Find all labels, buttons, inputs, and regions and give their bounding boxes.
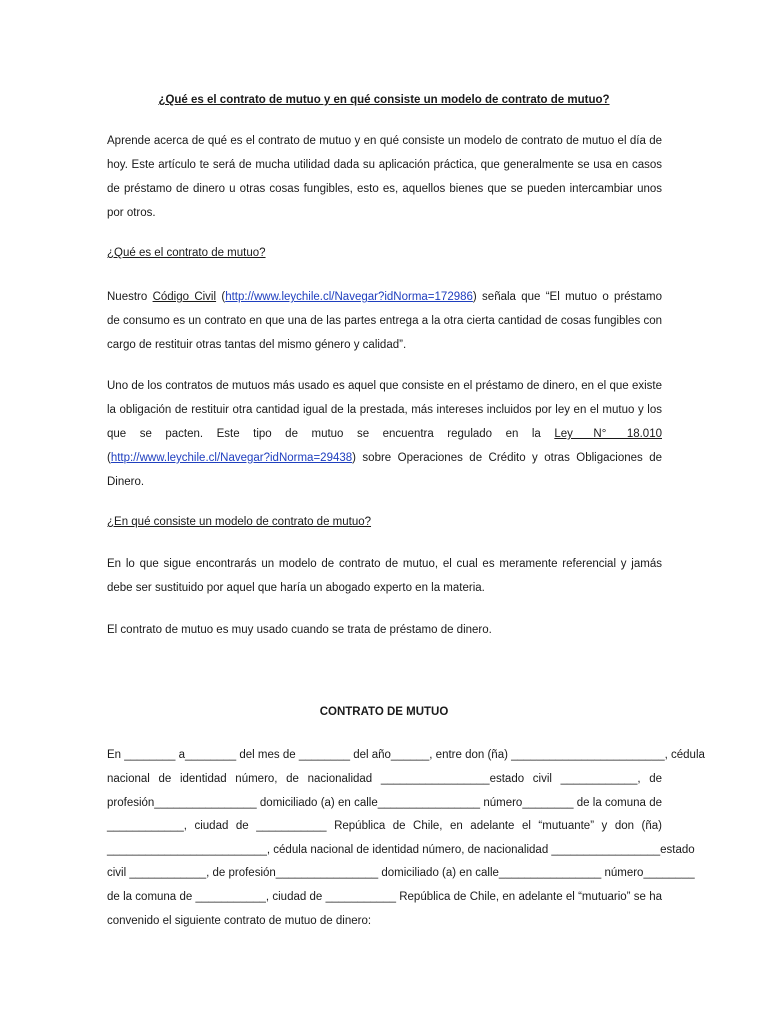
contract-line-8: convenido el siguiente contrato de mutuo de dinero: [107,915,372,927]
p2-text: Nuestro [107,291,153,303]
p3-line-2: la obligación de restituir otra cantidad igual de la prestada, más intereses incluidos por ley en el mutuo y los [107,404,662,416]
p2-line-2: de consumo es un contrato en que una de las partes entrega a la otra cierta cantidad de cosas fungibles con [107,315,662,327]
contract-line-2: nacional de identidad número, de nacionalidad _________________estado civil ____________, de [107,773,662,785]
p3-line-3 [107,427,662,441]
ley-link[interactable]: http://www.leychile.cl/Navegar?idNorma=29438 [110,452,353,464]
contract-line-5: _________________________, cédula nacional de identidad número, de nacionalidad _________________estado [107,844,695,856]
p2-text: ) señala que “El mutuo o préstamo [472,291,662,303]
codigo-civil-link[interactable]: http://www.leychile.cl/Navegar?idNorma=172986 [225,291,473,303]
section-heading-1: ¿Qué es el contrato de mutuo? [107,247,266,259]
p3-line-1: Uno de los contratos de mutuos más usado es aquel que consiste en el préstamo de dinero, en el que existe [107,380,662,392]
p3-text: ( [107,452,111,464]
p3-text: que se pacten. Este tipo de mutuo se encuentra regulado en la [107,428,555,440]
p2-text: ( [216,291,226,303]
ley-reference: Ley N° 18.010 [554,428,662,440]
intro-line-4: por otros. [107,207,156,219]
p2-line-1 [107,290,662,304]
document-title: ¿Qué es el contrato de mutuo y en qué consiste un modelo de contrato de mutuo? [158,94,610,106]
intro-line-3: de préstamo de dinero u otras cosas fungibles, esto es, aquellos bienes que se pueden intercambiar unos [107,183,662,195]
p3-text: ) sobre Operaciones de Crédito y otras Obligaciones de [352,452,662,464]
intro-line-1: Aprende acerca de qué es el contrato de mutuo y en qué consiste un modelo de contrato de mutuo el día de [107,135,662,147]
p4-line-1: En lo que sigue encontrarás un modelo de contrato de mutuo, el cual es meramente referencial y jamás [107,558,662,570]
contract-line-4: ____________, ciudad de ___________ República de Chile, en adelante el “mutuante” y don (ña) [107,820,662,832]
p4-line-2: debe ser sustituido por aquel que haría un abogado experto en la materia. [107,582,485,594]
p2-line-3: cargo de restituir otras tantas del mismo género y calidad”. [107,339,407,351]
codigo-civil-ref: Código Civil [152,291,217,303]
contract-title: CONTRATO DE MUTUO [319,706,449,718]
contract-line-1: En ________ a________ del mes de ________ del año______, entre don (ña) ________________________, cédula [107,749,705,761]
contract-line-6: civil ____________, de profesión________________ domiciliado (a) en calle________________ número________ [107,867,695,879]
p5-line: El contrato de mutuo es muy usado cuando se trata de préstamo de dinero. [107,624,492,636]
contract-line-7: de la comuna de ___________, ciudad de ___________ República de Chile, en adelante el “mutuario” se ha [107,891,662,903]
contract-line-3: profesión________________ domiciliado (a) en calle________________ número________ de la comuna de [107,797,662,809]
intro-line-2: hoy. Este artículo te será de mucha utilidad dada su aplicación práctica, que generalmente se usa en casos [107,159,662,171]
p3-line-4 [107,451,662,465]
p3-line-5: Dinero. [107,476,145,488]
section-heading-2: ¿En qué consiste un modelo de contrato de mutuo? [107,516,372,528]
